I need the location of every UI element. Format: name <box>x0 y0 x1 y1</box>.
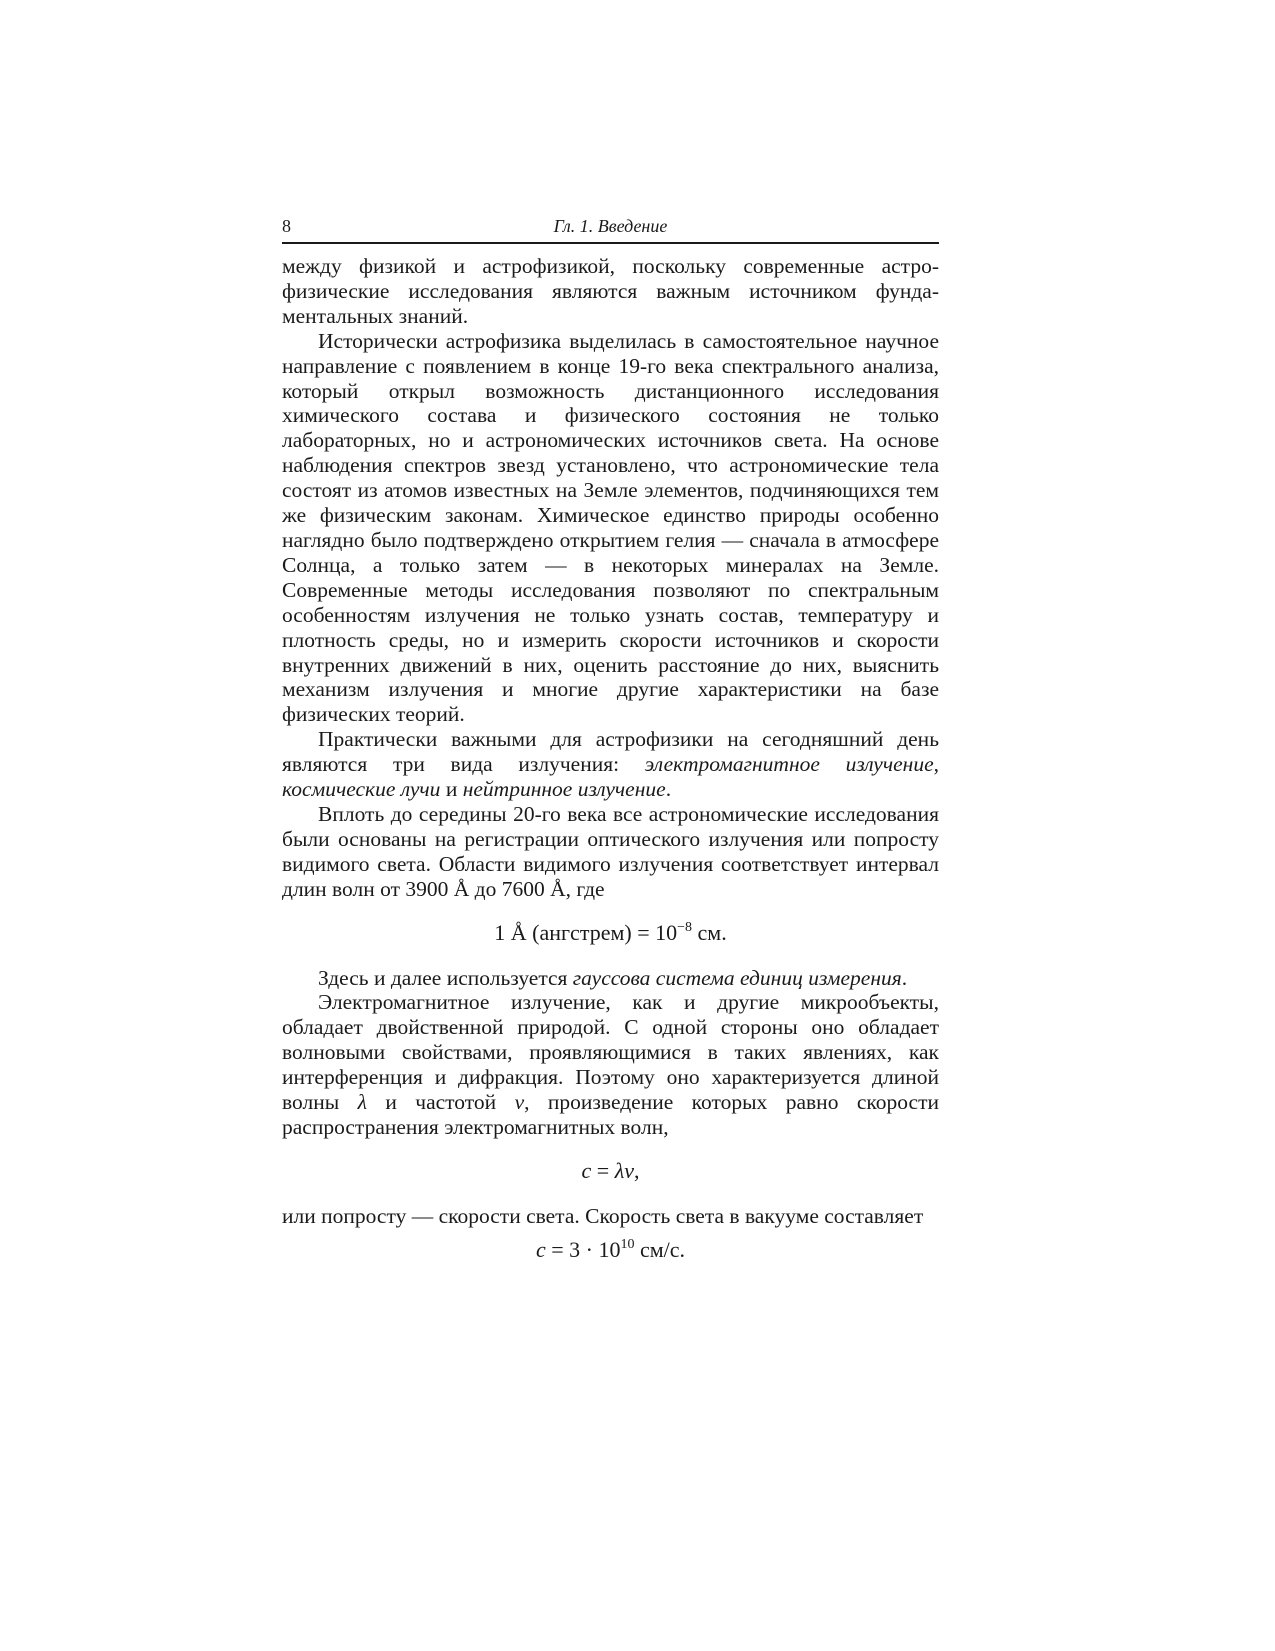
body-text <box>282 254 939 1263</box>
formula-exponent: 10 <box>620 1236 635 1252</box>
formula-light-speed-value <box>282 1237 939 1263</box>
formula-unit: см/с. <box>634 1236 686 1262</box>
formula-var-c: c <box>581 1157 592 1183</box>
paragraph-gauss-units <box>282 966 939 991</box>
symbol-lambda: λ <box>357 1090 367 1115</box>
chapter-title: Гл. 1. Введение <box>553 216 668 236</box>
term-neutrino-radiation: нейтринное излучение <box>462 777 666 802</box>
paragraph-optical: Вплоть до середины 20-го века все астрономические исследования были основаны на регистрации оптического излучения или попросту видимого света. Области видимого излучения соответствует интервал длин волн от 3900 Å до 7600 Å, где <box>282 801 939 901</box>
term-em-radiation: электромагнитное излучение <box>644 752 934 777</box>
formula-text: 1 Å (ангстрем) = 10 <box>494 919 678 945</box>
paragraph-wave-nature <box>282 990 939 1139</box>
formula-rhs: λν <box>614 1157 634 1183</box>
text-span: и <box>440 777 463 802</box>
text-span: Практически важными для астрофизики на сегодняшний день являются три вида излучения: <box>282 727 939 777</box>
text-span: Электромагнитное излучение, как и другие микрообъекты, обладает двойственной природой. С одной стороны оно обладает волновыми свойствами, проявляющимися в таких явлениях, как интерференция и дифракция. Поэтому оно характеризуется длиной волны <box>282 990 939 1115</box>
running-head <box>282 212 939 244</box>
formula-text: = <box>591 1157 615 1183</box>
text-span: , <box>933 752 939 777</box>
paragraph-radiation-types <box>282 727 939 802</box>
page-number: 8 <box>282 216 291 236</box>
text-span: , произведение которых равно скорости распространения электромагнитных волн, <box>282 1090 939 1139</box>
formula-var-c: c <box>535 1236 546 1262</box>
formula-text: , <box>633 1157 640 1183</box>
term-cosmic-rays: космические лучи <box>282 777 441 802</box>
paragraph-history: Исторически астрофизика выделилась в самостоятельное научное направление с появлением в конце 19-го века спектрального анализа, который открыл возможность дистанционного исследования химического состава и физического состояния не только лабораторных, но и астрономических источников света. На основе наблюдения спектров звезд установлено, что астрономические тела состоят из атомов известных на Земле элементов, подчиняющихся тем же физическим законам. Химическое единство природы особенно наглядно было подтверждено открытием гелия — сначала в атмосфере Солнца, а только затем — в некоторых минералах на Земле. Современные методы исследования позволяют по спектральным особенностям излучения не только узнать состав, температуру и плотность среды, но и измерить скорости источников и скорости внутренних движений в них, оценить расстояние до них, выяснить механизм излучения и многие другие характеристики на базе физических теорий. <box>282 328 939 727</box>
formula-text: = 3 · 10 <box>545 1236 621 1262</box>
text-span: Здесь и далее используется <box>318 965 573 990</box>
formula-exponent: −8 <box>677 919 693 935</box>
paragraph-continuation: между физикой и астрофизикой, поскольку современные астрофизические исследования являются важным источником фундаментальных знаний. <box>282 254 939 328</box>
formula-unit: см. <box>692 919 727 945</box>
term-gauss-system: гауссова система единиц измерения <box>572 965 902 990</box>
book-page <box>282 212 939 1263</box>
text-span: и частотой <box>366 1090 515 1115</box>
text-span: . <box>901 965 908 990</box>
formula-angstrom <box>282 920 939 946</box>
symbol-nu: ν <box>514 1090 525 1115</box>
formula-wave-speed <box>282 1158 939 1184</box>
text-span: . <box>665 777 672 802</box>
paragraph-light-speed: или попросту — скорости света. Скорость света в вакууме составляет <box>282 1203 924 1228</box>
